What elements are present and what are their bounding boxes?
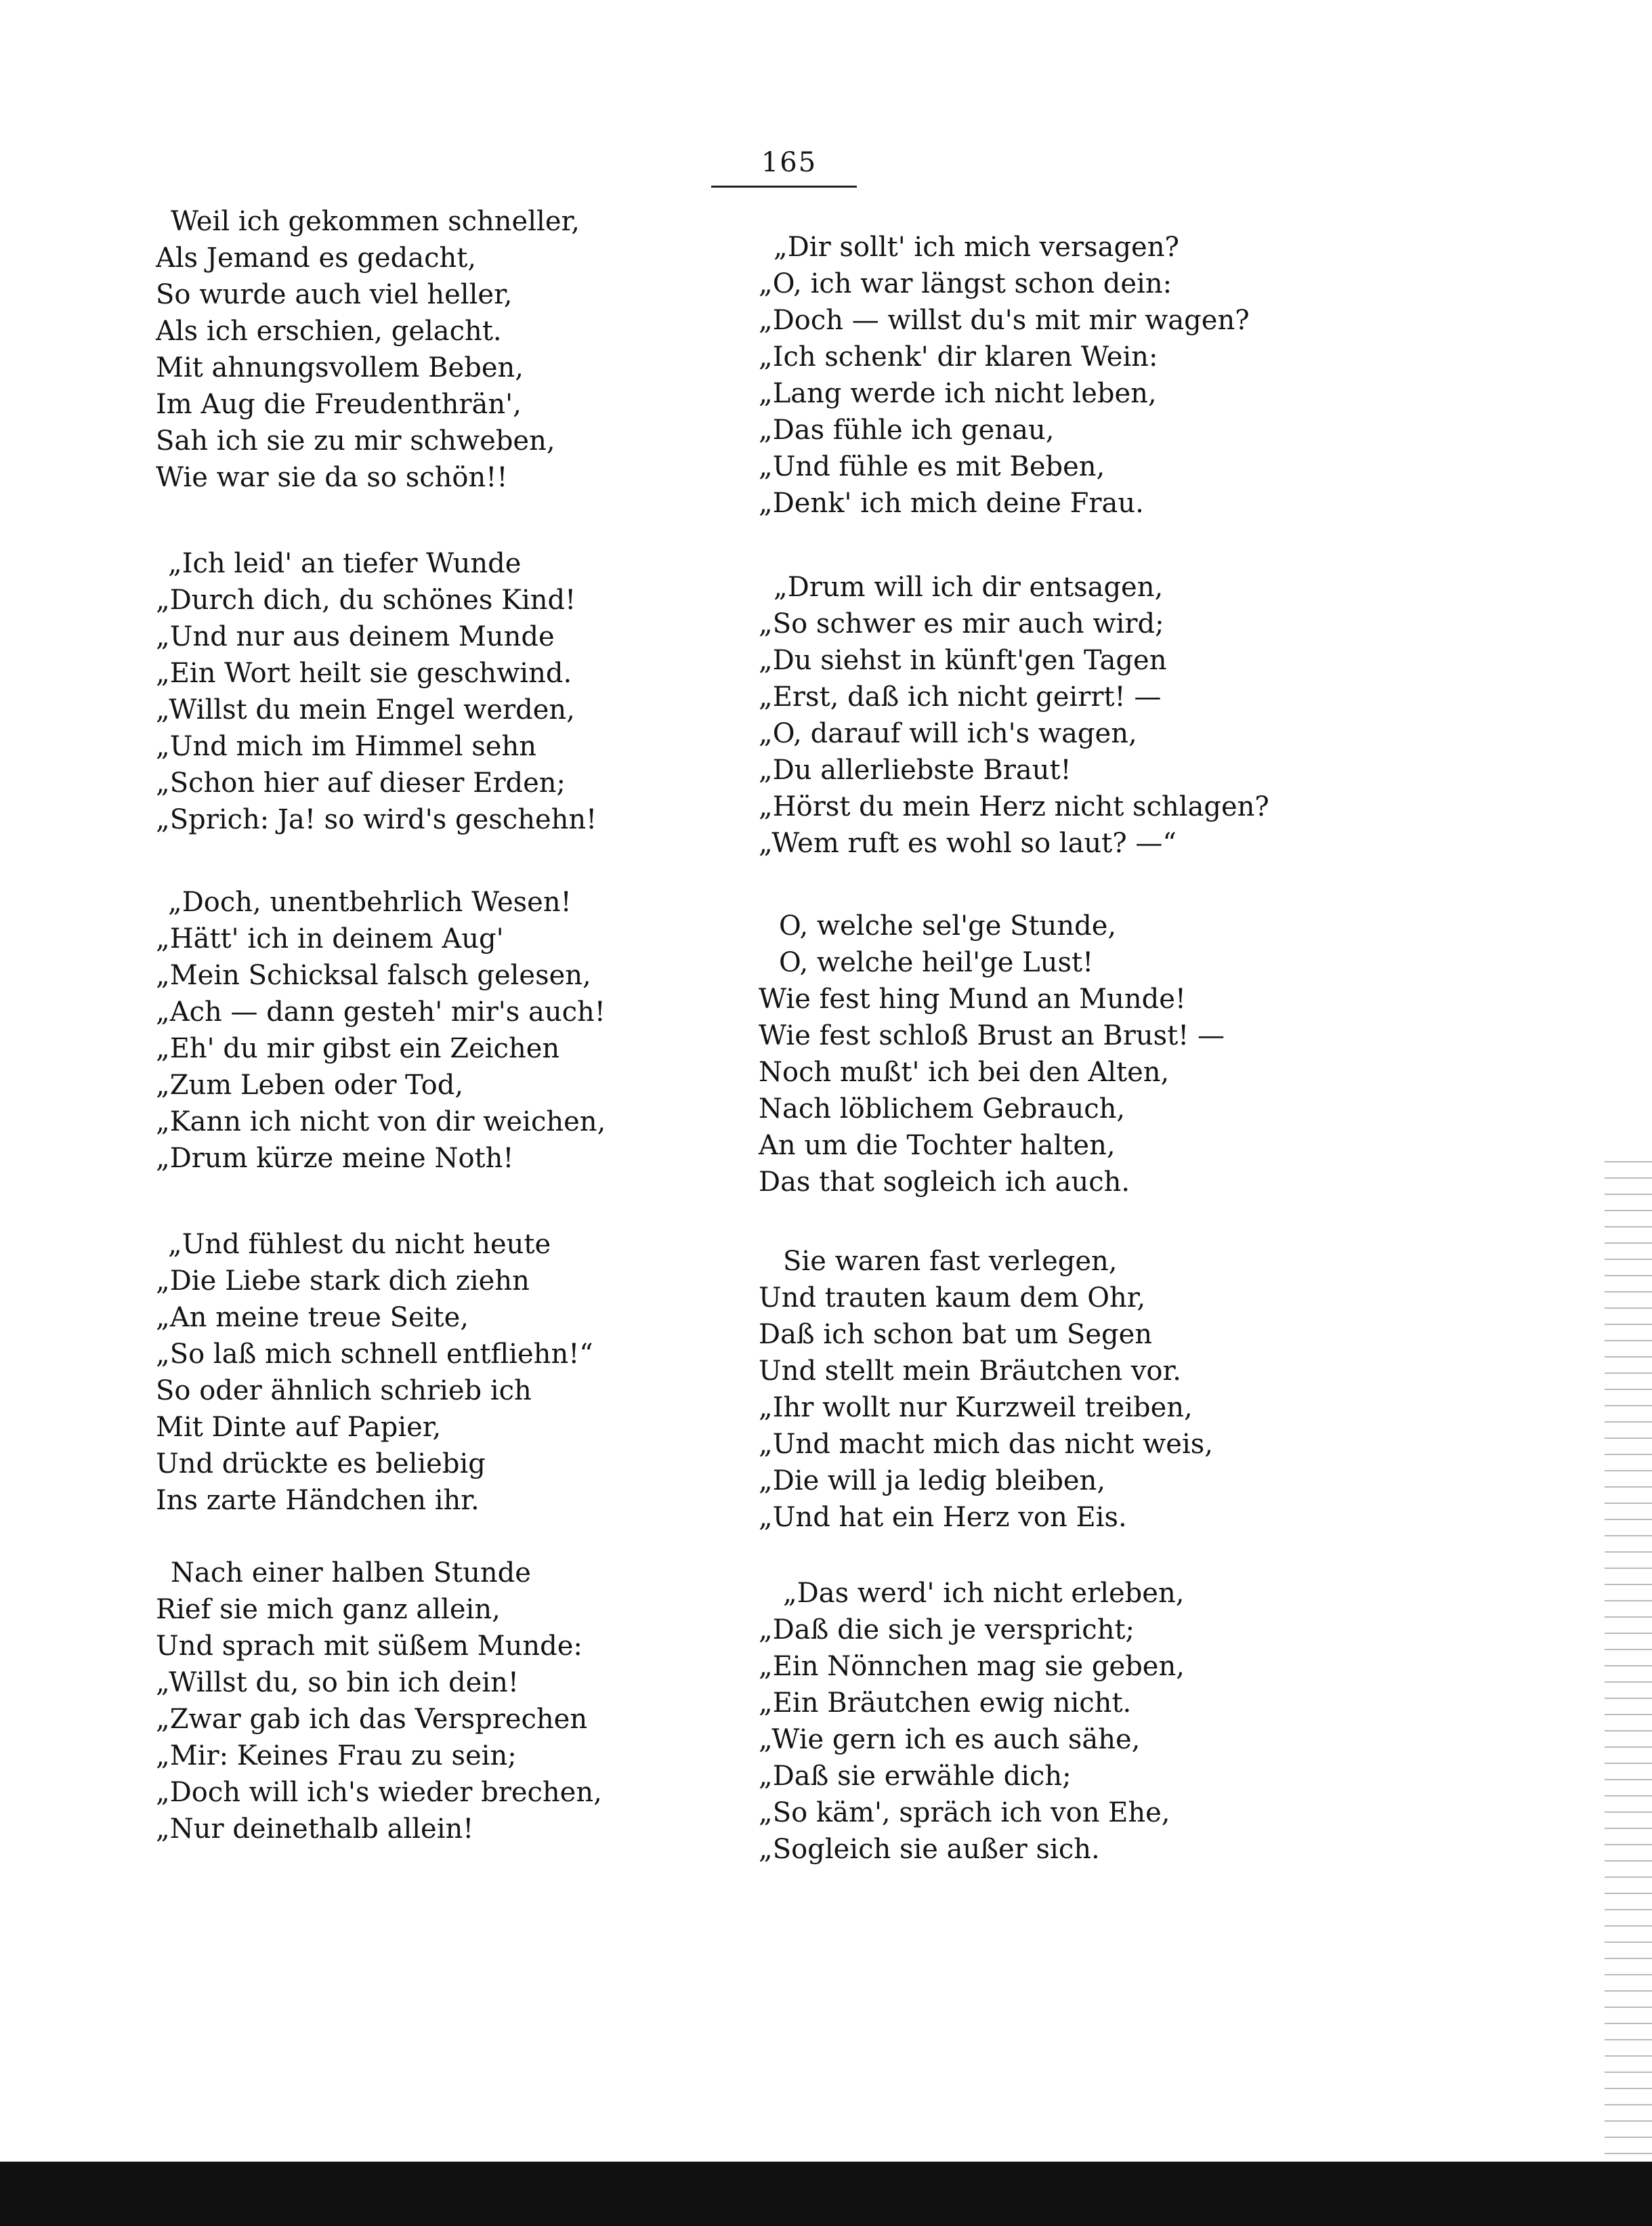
stanza <box>156 1226 643 1519</box>
verse-line: „Ein Bräutchen ewig nicht. <box>759 1687 1132 1719</box>
verse-line: „Daß sie erwähle dich; <box>759 1761 1072 1792</box>
verse-line: „Ihr wollt nur Kurzweil treiben, <box>759 1392 1193 1423</box>
verse-line: „So käm', spräch ich von Ehe, <box>759 1797 1170 1828</box>
verse-line: Als Jemand es gedacht, <box>156 243 477 274</box>
verse-line: „Lang werde ich nicht leben, <box>759 378 1157 409</box>
verse-line: „Und fühle es mit Beben, <box>759 451 1105 482</box>
stanza <box>759 1243 1273 1536</box>
verse-line: „Denk' ich mich deine Frau. <box>759 488 1144 519</box>
verse-line: „Zwar gab ich das Versprechen <box>156 1704 588 1735</box>
verse-line: So wurde auch viel heller, <box>156 279 513 310</box>
verse-line: „Willst du, so bin ich dein! <box>156 1667 519 1698</box>
stanza <box>759 569 1273 862</box>
verse-line: „Drum will ich dir entsagen, <box>774 572 1164 603</box>
verse-line: „So laß mich schnell entfliehn!“ <box>156 1339 593 1370</box>
verse-line: „Und fühlest du nicht heute <box>168 1229 551 1260</box>
page-number-rule <box>711 186 857 188</box>
verse-line: „Daß die sich je verspricht; <box>759 1614 1135 1645</box>
scan-edge-artifact <box>1605 1152 1652 2168</box>
stanza <box>156 1555 643 1847</box>
scan-bottom-band <box>0 2162 1652 2226</box>
verse-line: Im Aug die Freudenthrän', <box>156 389 522 420</box>
verse-line: „Und nur aus deinem Munde <box>156 621 555 652</box>
verse-line: So oder ähnlich schrieb ich <box>156 1375 532 1406</box>
verse-line: „Nur deinethalb allein! <box>156 1813 474 1845</box>
verse-line: „Ein Nönnchen mag sie geben, <box>759 1651 1185 1682</box>
verse-line: „O, ich war längst schon dein: <box>759 268 1172 299</box>
verse-line: Das that sogleich ich auch. <box>759 1167 1130 1198</box>
verse-line: „Ich leid' an tiefer Wunde <box>168 548 522 579</box>
verse-line: „Wem ruft es wohl so laut? —“ <box>759 828 1177 859</box>
verse-line: „Hörst du mein Herz nicht schlagen? <box>759 791 1269 822</box>
verse-line: „Willst du mein Engel werden, <box>156 694 575 726</box>
verse-line: Und trauten kaum dem Ohr, <box>759 1282 1146 1314</box>
verse-line: „Ein Wort heilt sie geschwind. <box>156 658 572 689</box>
verse-line: „Du allerliebste Braut! <box>759 755 1072 786</box>
verse-line: „Erst, daß ich nicht geirrt! — <box>759 681 1162 713</box>
verse-line: „An meine treue Seite, <box>156 1302 469 1333</box>
verse-line: „Das fühle ich genau, <box>759 415 1055 446</box>
verse-line: Weil ich gekommen schneller, <box>171 206 580 237</box>
verse-line: „Schon hier auf dieser Erden; <box>156 768 566 799</box>
verse-line: „Das werd' ich nicht erleben, <box>783 1578 1185 1609</box>
verse-line: An um die Tochter halten, <box>759 1130 1116 1161</box>
verse-line: „Und macht mich das nicht weis, <box>759 1429 1213 1460</box>
page-number: 165 <box>761 147 818 178</box>
verse-line: „Doch — willst du's mit mir wagen? <box>759 305 1250 336</box>
verse-line: „Und mich im Himmel sehn <box>156 731 536 762</box>
verse-line: Rief sie mich ganz allein, <box>156 1594 501 1625</box>
verse-line: „Ach — dann gesteh' mir's auch! <box>156 996 606 1028</box>
stanza <box>759 1575 1273 1868</box>
verse-line: Wie fest schloß Brust an Brust! — <box>759 1020 1225 1051</box>
verse-line: Mit Dinte auf Papier, <box>156 1412 442 1443</box>
verse-line: „Doch, unentbehrlich Wesen! <box>168 887 572 918</box>
verse-line: „Sprich: Ja! so wird's geschehn! <box>156 804 597 835</box>
verse-line: Als ich erschien, gelacht. <box>156 316 502 347</box>
verse-line: „Ich schenk' dir klaren Wein: <box>759 341 1158 373</box>
stanza <box>156 203 643 496</box>
stanza <box>156 545 643 838</box>
verse-line: „Dir sollt' ich mich versagen? <box>774 232 1179 263</box>
verse-line: „Doch will ich's wieder brechen, <box>156 1777 602 1808</box>
stanza <box>759 908 1273 1200</box>
verse-line: „Durch dich, du schönes Kind! <box>156 585 576 616</box>
verse-line: „Du siehst in künft'gen Tagen <box>759 645 1167 676</box>
verse-line: Ins zarte Händchen ihr. <box>156 1485 480 1516</box>
verse-line: „Sogleich sie außer sich. <box>759 1834 1100 1865</box>
verse-line: Und stellt mein Bräutchen vor. <box>759 1356 1181 1387</box>
verse-line: Sie waren fast verlegen, <box>783 1246 1118 1277</box>
verse-line: „Wie gern ich es auch sähe, <box>759 1724 1141 1755</box>
verse-line: Nach löblichem Gebrauch, <box>759 1093 1126 1125</box>
stanza <box>759 229 1273 522</box>
verse-line: „Hätt' ich in deinem Aug' <box>156 923 504 954</box>
verse-line: „Die will ja ledig bleiben, <box>759 1465 1106 1496</box>
verse-line: „Mir: Keines Frau zu sein; <box>156 1740 517 1771</box>
verse-line: „Die Liebe stark dich ziehn <box>156 1265 530 1297</box>
verse-line: Nach einer halben Stunde <box>171 1557 531 1589</box>
verse-line: „Mein Schicksal falsch gelesen, <box>156 960 591 991</box>
verse-line: „Und hat ein Herz von Eis. <box>759 1502 1127 1533</box>
verse-line: Und sprach mit süßem Munde: <box>156 1631 583 1662</box>
stanza <box>156 884 643 1177</box>
verse-line: „Zum Leben oder Tod, <box>156 1070 464 1101</box>
verse-line: „Kann ich nicht von dir weichen, <box>156 1106 606 1137</box>
verse-line: Mit ahnungsvollem Beben, <box>156 352 524 383</box>
verse-line: „O, darauf will ich's wagen, <box>759 718 1137 749</box>
verse-line: Noch mußt' ich bei den Alten, <box>759 1057 1170 1088</box>
verse-line: „Eh' du mir gibst ein Zeichen <box>156 1033 560 1064</box>
verse-line: Und drückte es beliebig <box>156 1448 486 1479</box>
verse-line: Daß ich schon bat um Segen <box>759 1319 1153 1350</box>
verse-line: „Drum kürze meine Noth! <box>156 1143 514 1174</box>
verse-line: Wie war sie da so schön!! <box>156 462 508 493</box>
verse-line: O, welche sel'ge Stunde, <box>779 910 1117 942</box>
verse-line: Sah ich sie zu mir schweben, <box>156 425 555 457</box>
verse-line: O, welche heil'ge Lust! <box>779 947 1094 978</box>
verse-line: „So schwer es mir auch wird; <box>759 608 1164 639</box>
verse-line: Wie fest hing Mund an Munde! <box>759 984 1186 1015</box>
